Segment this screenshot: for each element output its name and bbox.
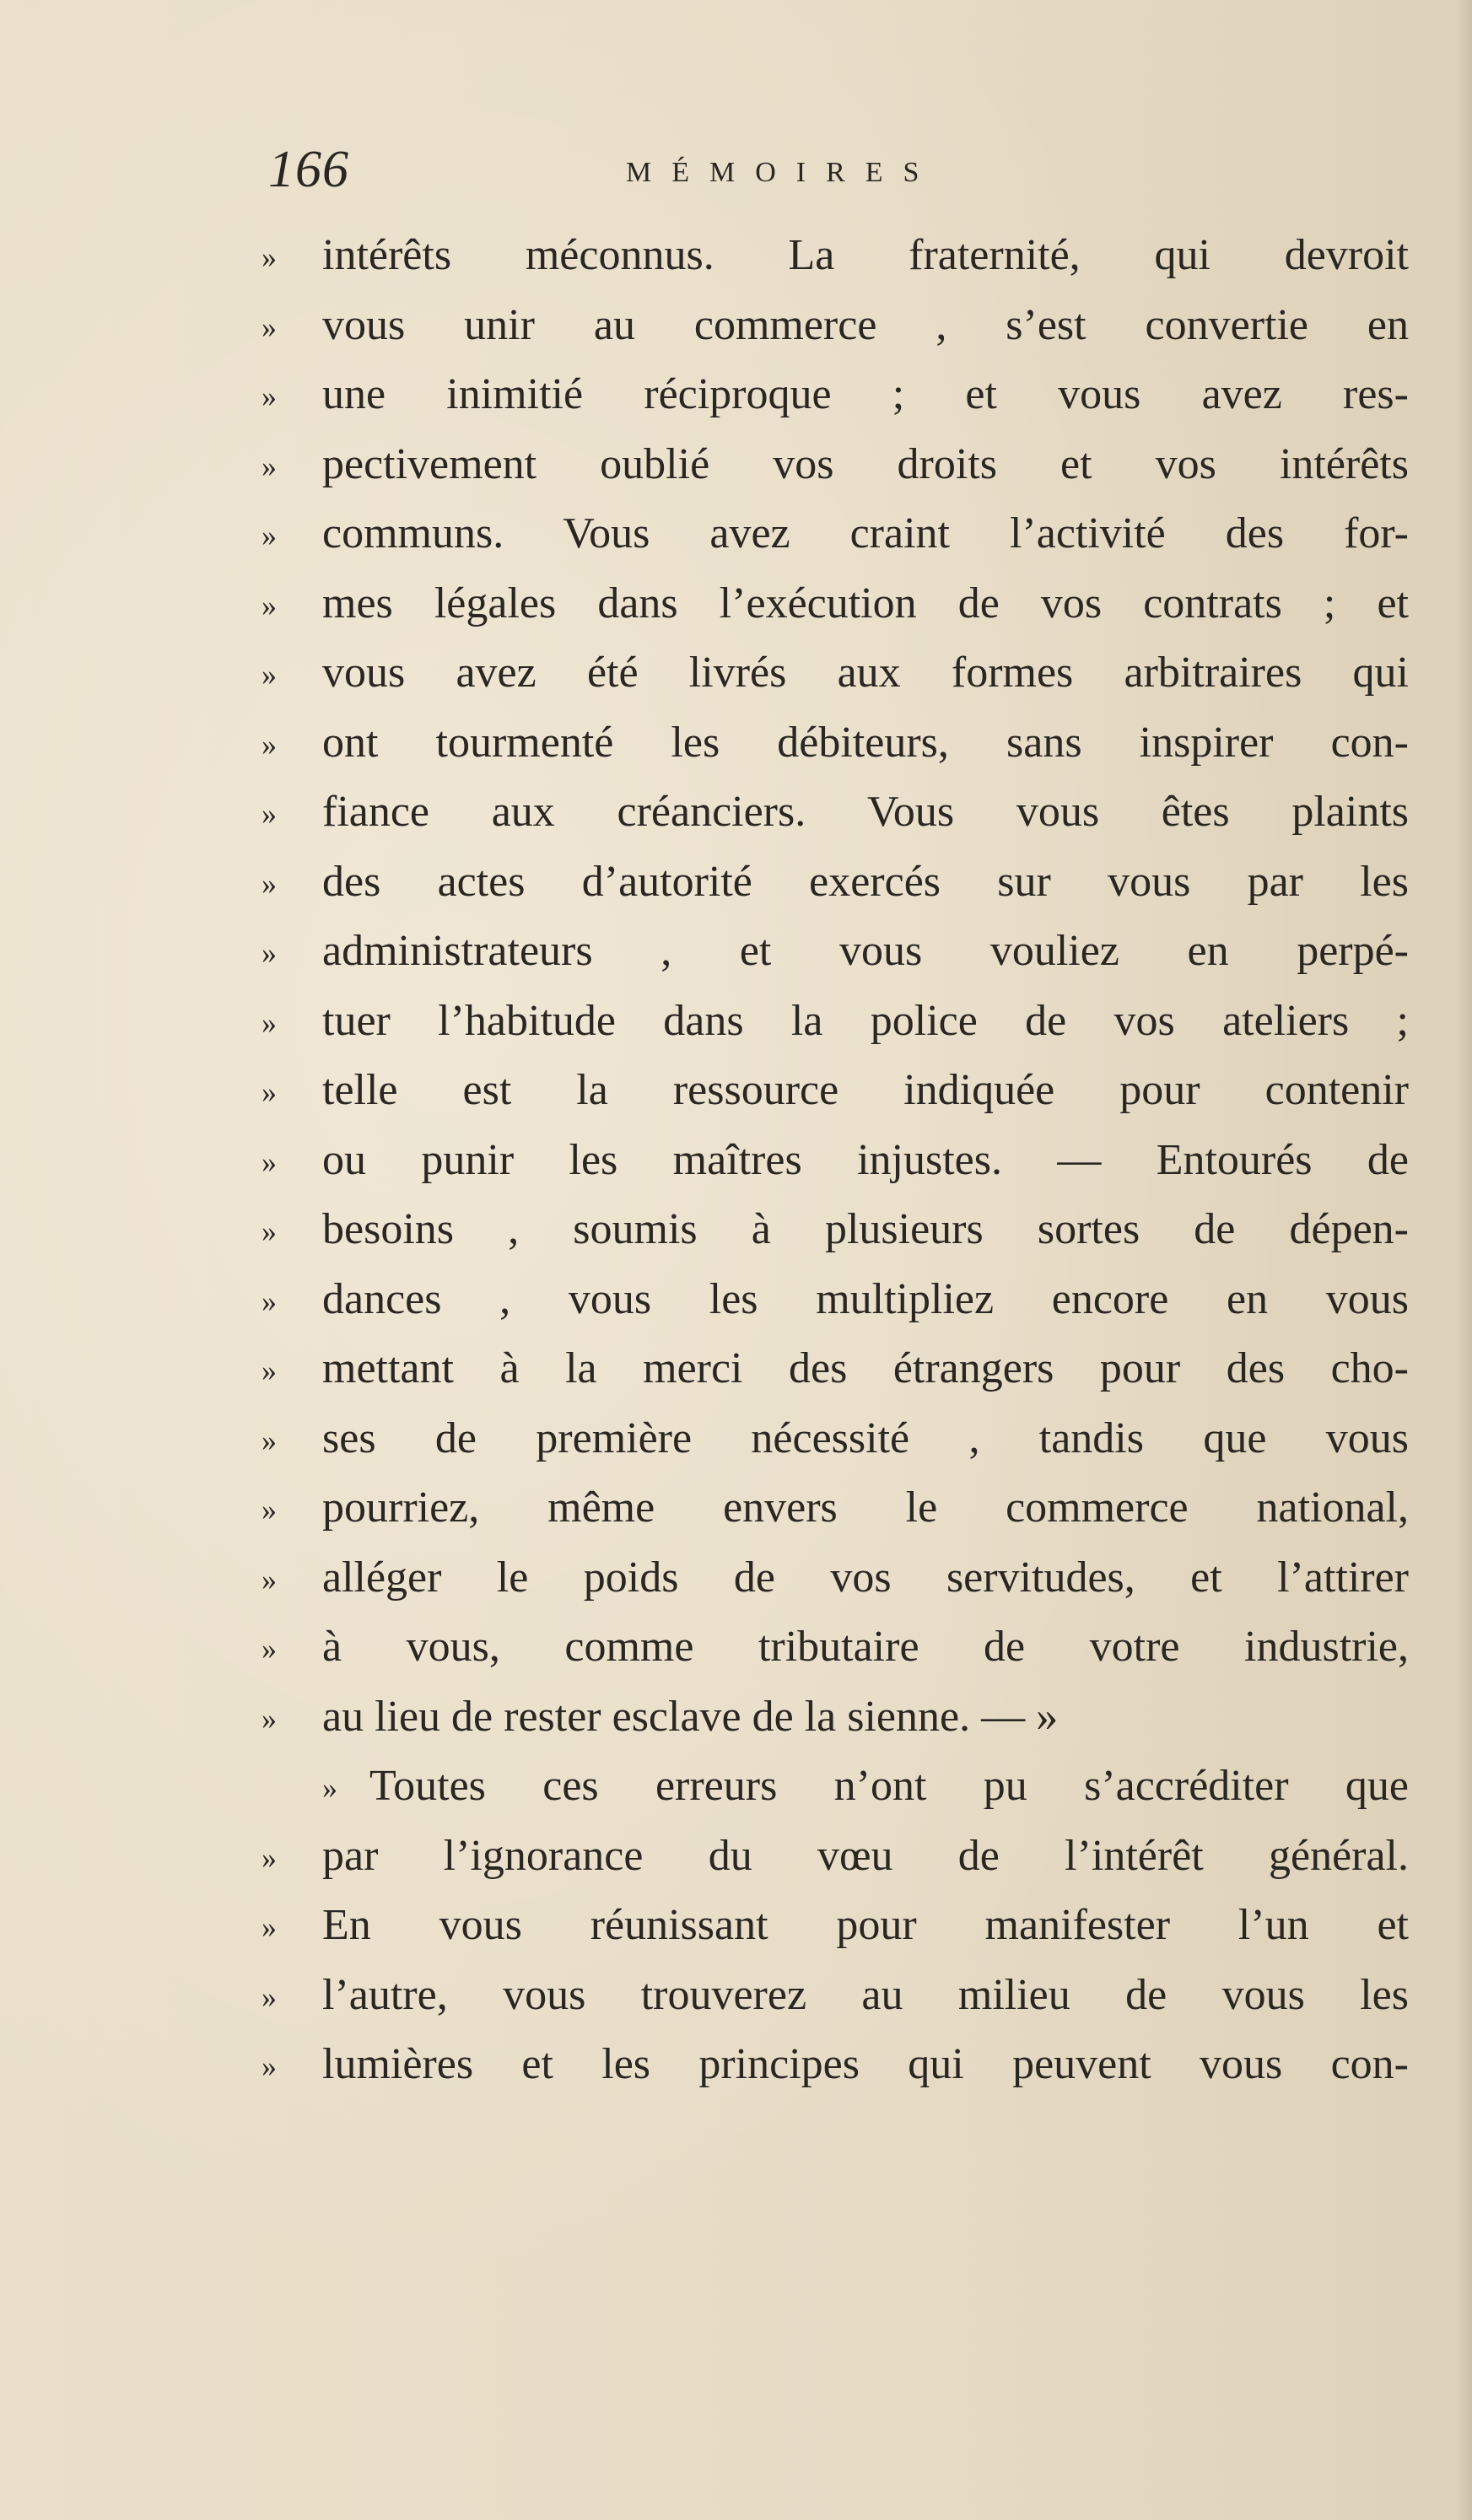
line-text: une inimitié réciproque ; et vous avez res-	[322, 370, 1409, 418]
page-edge-shadow	[1457, 0, 1472, 2520]
quotation-mark: »	[262, 797, 277, 831]
line-text: vous unir au commerce , s’est convertie en	[322, 300, 1409, 349]
quotation-mark: »	[262, 588, 277, 622]
quotation-mark: »	[262, 1562, 277, 1597]
line-text: pectivement oublié vos droits et vos intérêts	[322, 439, 1409, 488]
text-line	[262, 1543, 1409, 1613]
line-text: vous avez été livrés aux formes arbitraires qui	[322, 649, 1409, 697]
line-text: mes légales dans l’exécution de vos contrats ; et	[322, 579, 1409, 627]
text-line	[262, 778, 1409, 848]
quotation-mark: »	[262, 1144, 277, 1179]
line-text: ou punir les maîtres injustes. — Entourés de	[322, 1135, 1409, 1184]
text-line	[262, 708, 1409, 778]
line-text: fiance aux créanciers. Vous vous êtes plaints	[322, 788, 1409, 836]
text-line	[262, 1334, 1409, 1404]
line-text: intérêts méconnus. La fraternité, qui devroit	[322, 231, 1409, 279]
quotation-mark: »	[262, 1632, 277, 1666]
text-line	[262, 221, 1409, 291]
quotation-mark: »	[262, 1354, 277, 1387]
text-line	[262, 430, 1409, 500]
quotation-mark: »	[262, 240, 277, 274]
page-header	[268, 140, 1407, 207]
line-text: alléger le poids de vos servitudes, et l’attirer	[322, 1553, 1409, 1602]
quotation-mark: »	[262, 727, 277, 762]
quotation-mark: »	[262, 449, 277, 483]
text-line	[262, 987, 1409, 1057]
text-line	[262, 1613, 1409, 1683]
text-line	[262, 291, 1409, 361]
text-line	[262, 569, 1409, 639]
text-line	[262, 1752, 1409, 1822]
quotation-mark: »	[262, 1423, 277, 1457]
line-text: En vous réunissant pour manifester l’un et	[322, 1901, 1409, 1949]
line-text: telle est la ressource indiquée pour contenir	[322, 1066, 1409, 1114]
text-line	[262, 638, 1409, 708]
line-text: par l’ignorance du vœu de l’intérêt général.	[322, 1831, 1409, 1880]
quotation-mark: »	[262, 658, 277, 692]
quotation-mark: »	[262, 866, 277, 901]
quotation-mark: »	[262, 1005, 277, 1040]
quotation-mark: »	[322, 1771, 337, 1805]
line-text: besoins , soumis à plusieurs sortes de dépen-	[322, 1205, 1409, 1253]
line-text: mettant à la merci des étrangers pour des cho-	[322, 1344, 1409, 1392]
text-line	[262, 499, 1409, 569]
text-line	[262, 1056, 1409, 1126]
quotation-mark: »	[262, 1075, 277, 1109]
text-line	[262, 917, 1409, 987]
quotation-mark: »	[262, 2049, 277, 2083]
text-line	[262, 1195, 1409, 1265]
line-text: Toutes ces erreurs n’ont pu s’accréditer que	[369, 1762, 1409, 1810]
quotation-mark: »	[262, 380, 277, 413]
quotation-mark: »	[262, 1701, 277, 1736]
running-head: MÉMOIRES	[626, 157, 940, 188]
line-text: ont tourmenté les débiteurs, sans inspirer con-	[322, 718, 1409, 767]
line-text: communs. Vous avez craint l’activité des for-	[322, 509, 1409, 557]
quotation-mark: »	[262, 1284, 277, 1318]
text-line	[262, 1822, 1409, 1892]
quotation-mark: »	[262, 1840, 277, 1875]
quotation-mark: »	[262, 1214, 277, 1248]
text-line	[262, 1126, 1409, 1196]
quotation-mark: »	[262, 1493, 277, 1527]
line-text: pourriez, même envers le commerce national,	[322, 1483, 1409, 1532]
text-line	[262, 360, 1409, 430]
text-line	[262, 1683, 1409, 1753]
body-text	[262, 221, 1409, 2100]
quotation-mark: »	[262, 1910, 277, 1944]
text-line	[262, 1961, 1409, 2031]
line-text: lumières et les principes qui peuvent vous con-	[322, 2040, 1409, 2088]
line-text: tuer l’habitude dans la police de vos ateliers ;	[322, 996, 1409, 1045]
line-text: dances , vous les multipliez encore en vous	[322, 1274, 1409, 1323]
text-line	[262, 1265, 1409, 1335]
text-line	[262, 2030, 1409, 2100]
quotation-mark: »	[262, 310, 277, 344]
quotation-mark: »	[262, 936, 277, 970]
quotation-mark: »	[262, 1979, 277, 2014]
line-text: à vous, comme tributaire de votre industrie,	[322, 1623, 1409, 1671]
page-number: 166	[268, 141, 349, 198]
text-line	[262, 1404, 1409, 1474]
line-text: l’autre, vous trouverez au milieu de vous les	[322, 1970, 1409, 2019]
quotation-mark: »	[262, 519, 277, 552]
line-text: ses de première nécessité , tandis que vous	[322, 1413, 1409, 1462]
line-text: des actes d’autorité exercés sur vous par les	[322, 857, 1409, 906]
text-line	[262, 848, 1409, 918]
text-line	[262, 1473, 1409, 1543]
line-text: administrateurs , et vous vouliez en perpé-	[322, 927, 1409, 975]
line-text: au lieu de rester esclave de la sienne. — »	[322, 1692, 1059, 1741]
text-line	[262, 1891, 1409, 1961]
